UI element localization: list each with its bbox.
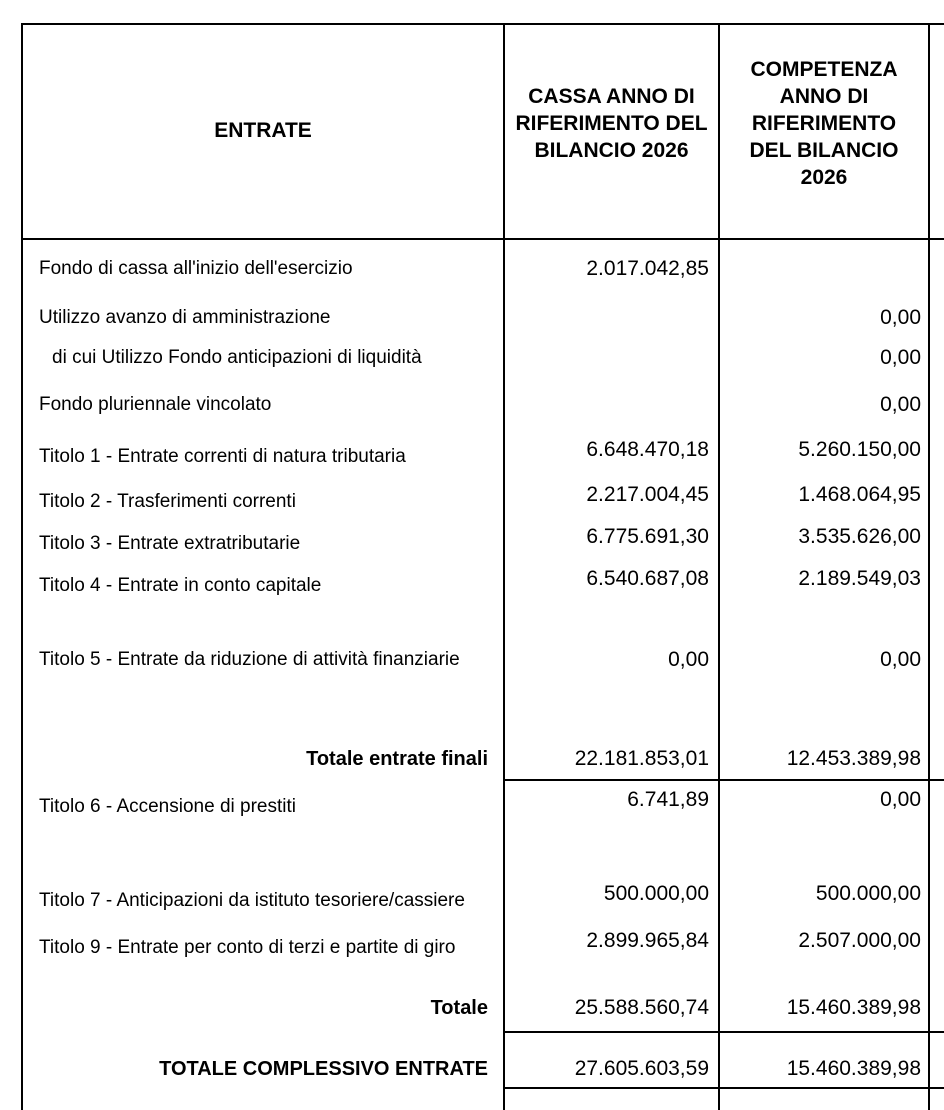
column-header-competenza: [720, 23, 928, 238]
competenza-value: [720, 254, 928, 284]
competenza-value: 0,00: [880, 306, 921, 329]
table-row-titolo-9: [0, 929, 944, 963]
table-row-titolo-1: [0, 438, 944, 472]
column-header-entrate-label: ENTRATE: [214, 119, 312, 142]
row-label: Titolo 7 - Anticipazioni da istituto tesoriere/cassiere: [39, 890, 465, 911]
row-label: Titolo 2 - Trasferimenti correnti: [39, 491, 296, 512]
table-row-titolo-7: [0, 882, 944, 916]
table-row-titolo-3: [0, 525, 944, 559]
row-label: Titolo 4 - Entrate in conto capitale: [39, 575, 322, 596]
competenza-value: 1.468.064,95: [798, 483, 921, 506]
cassa-value: [505, 303, 718, 333]
row-label: Titolo 6 - Accensione di prestiti: [39, 796, 296, 817]
column-header-competenza-label: COMPETENZA ANNO DI RIFERIMENTO DEL BILANCIO 2026: [749, 58, 899, 189]
cassa-value: [505, 390, 718, 420]
row-label: Utilizzo avanzo di amministrazione: [39, 307, 331, 328]
cassa-value: 6.540.687,08: [586, 567, 709, 590]
row-label: di cui Utilizzo Fondo anticipazioni di liquidità: [52, 347, 422, 368]
row-label: Totale: [430, 997, 488, 1019]
row-label: Fondo di cassa all'inizio dell'esercizio: [39, 258, 353, 279]
competenza-value: 5.260.150,00: [798, 438, 921, 461]
cassa-value: 25.588.560,74: [574, 996, 709, 1019]
competenza-value: 15.460.389,98: [786, 996, 921, 1019]
row-label: Titolo 5 - Entrate da riduzione di attività finanziarie: [39, 649, 460, 670]
cassa-value: 2.017.042,85: [586, 257, 709, 280]
column-header-cassa-label: CASSA ANNO DI RIFERIMENTO DEL BILANCIO 2026: [515, 85, 708, 162]
totale-complessivo-divider: [503, 1087, 944, 1089]
cassa-value: 0,00: [668, 648, 709, 671]
cassa-value: [505, 343, 718, 373]
competenza-value: 500.000,00: [815, 882, 921, 905]
competenza-value: 2.189.549,03: [798, 567, 921, 590]
table-row-totale-complessivo: [0, 1054, 944, 1084]
header-bottom-border: [21, 238, 944, 240]
table-row-utilizzo-avanzo: [0, 303, 944, 333]
competenza-value: 0,00: [880, 788, 921, 811]
table-row-titolo-6: [0, 788, 944, 822]
competenza-value: 15.460.389,98: [786, 1057, 921, 1080]
cassa-value: 2.217.004,45: [586, 483, 709, 506]
competenza-value: 2.507.000,00: [798, 929, 921, 952]
row-label: Titolo 9 - Entrate per conto di terzi e partite di giro: [39, 937, 456, 958]
table-row-fondo-pluriennale: [0, 390, 944, 420]
table-row-fondo-cassa: [0, 254, 944, 284]
table-row-titolo-5: [0, 645, 944, 675]
competenza-value: 0,00: [880, 648, 921, 671]
totale-entrate-finali-divider: [503, 779, 944, 781]
row-label: Titolo 1 - Entrate correnti di natura tributaria: [39, 446, 406, 467]
table-row-fondo-anticipazioni: [0, 343, 944, 373]
column-header-entrate: [23, 23, 503, 238]
table-row-titolo-4: [0, 567, 944, 601]
row-label: Fondo pluriennale vincolato: [39, 394, 272, 415]
cassa-value: 500.000,00: [603, 882, 709, 905]
competenza-value: 3.535.626,00: [798, 525, 921, 548]
cassa-value: 2.899.965,84: [586, 929, 709, 952]
table-row-totale: [0, 993, 944, 1023]
competenza-value: 0,00: [880, 393, 921, 416]
column-header-cassa: [505, 23, 718, 238]
totale-divider: [503, 1031, 944, 1033]
table-row-totale-entrate-finali: [0, 744, 944, 774]
competenza-value: 12.453.389,98: [786, 747, 921, 770]
cassa-value: 6.648.470,18: [586, 438, 709, 461]
competenza-value: 0,00: [880, 346, 921, 369]
cassa-value: 27.605.603,59: [574, 1057, 709, 1080]
row-label: TOTALE COMPLESSIVO ENTRATE: [159, 1058, 488, 1080]
cassa-value: 6.741,89: [627, 788, 709, 811]
table-row-titolo-2: [0, 483, 944, 517]
row-label: Totale entrate finali: [306, 748, 488, 770]
cassa-value: 6.775.691,30: [586, 525, 709, 548]
row-label: Titolo 3 - Entrate extratributarie: [39, 533, 301, 554]
cassa-value: 22.181.853,01: [574, 747, 709, 770]
